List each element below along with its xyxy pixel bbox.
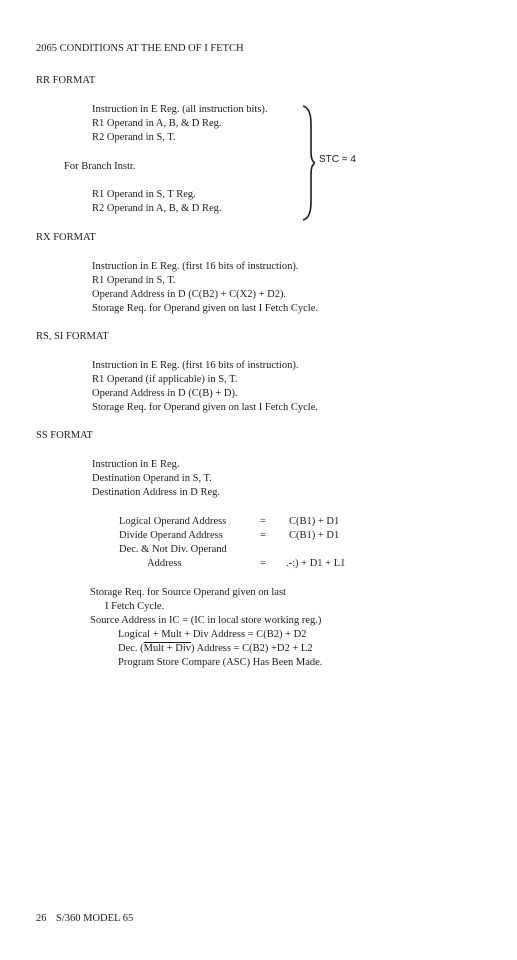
- footer-title: S/360 MODEL 65: [56, 913, 134, 924]
- equals-sign: =: [260, 530, 266, 541]
- stc-value: STC = 4: [319, 154, 356, 165]
- source-address-line: Source Address in IC = (IC in local store working reg.): [90, 615, 322, 626]
- address-value: C(B1) + D1: [289, 530, 340, 541]
- page-number: 26: [36, 913, 47, 924]
- dec-suffix: ) Address = C(B2) +D2 + L2: [191, 643, 313, 654]
- rr-line: R2 Operand in S, T.: [92, 132, 176, 143]
- rr-line: Instruction in E Reg. (all instruction bits).: [92, 104, 268, 115]
- rs-line: Storage Req. for Operand given on last I Fetch Cycle.: [92, 402, 318, 413]
- storage-line: Storage Req. for Source Operand given on last: [90, 587, 286, 598]
- ss-line: Instruction in E Reg.: [92, 459, 180, 470]
- rr-format-heading: RR FORMAT: [36, 75, 96, 86]
- right-brace: [301, 104, 315, 222]
- rx-line: Operand Address in D (C(B2) + C(X2) + D2).: [92, 289, 287, 300]
- branch-label: For Branch Instr.: [64, 161, 136, 172]
- ss-format-heading: SS FORMAT: [36, 430, 93, 441]
- rx-line: R1 Operand in S, T.: [92, 275, 176, 286]
- dec-overlined-term: Mult + Div: [143, 643, 191, 654]
- rr-line: R1 Operand in A, B, & D Reg.: [92, 118, 222, 129]
- address-value: C(B1) + D1: [289, 516, 340, 527]
- rs-line: Instruction in E Reg. (first 16 bits of instruction).: [92, 360, 299, 371]
- dec-prefix: Dec. (: [118, 643, 144, 654]
- rs-line: R1 Operand (if applicable) in S, T.: [92, 374, 238, 385]
- address-value: .‐:) + D1 + L1: [286, 558, 346, 569]
- rr-branch-line: R2 Operand in A, B, & D Reg.: [92, 203, 222, 214]
- storage-line-cont: I Fetch Cycle.: [105, 601, 165, 612]
- rr-branch-line: R1 Operand in S, T Reg.: [92, 189, 196, 200]
- page-title: 2065 CONDITIONS AT THE END OF I FETCH: [36, 43, 244, 54]
- address-label: Dec. & Not Div. Operand: [119, 544, 227, 555]
- equals-sign: =: [260, 558, 266, 569]
- rs-line: Operand Address in D (C(B) + D).: [92, 388, 238, 399]
- equals-sign: =: [260, 516, 266, 527]
- rx-line: Instruction in E Reg. (first 16 bits of instruction).: [92, 261, 299, 272]
- rs-si-format-heading: RS, SI FORMAT: [36, 331, 109, 342]
- address-label: Address: [147, 558, 182, 569]
- address-label: Divide Operand Address: [119, 530, 223, 541]
- logical-address-line: Logical + Mult + Div Address = C(B2) + D2: [118, 629, 307, 640]
- rx-format-heading: RX FORMAT: [36, 232, 96, 243]
- rx-line: Storage Req. for Operand given on last I Fetch Cycle.: [92, 303, 318, 314]
- address-label: Logical Operand Address: [119, 516, 227, 527]
- program-store-compare-line: Program Store Compare (ASC) Has Been Made.: [118, 657, 323, 668]
- ss-line: Destination Address in D Reg.: [92, 487, 221, 498]
- ss-line: Destination Operand in S, T.: [92, 473, 212, 484]
- dec-address-line: [118, 642, 313, 656]
